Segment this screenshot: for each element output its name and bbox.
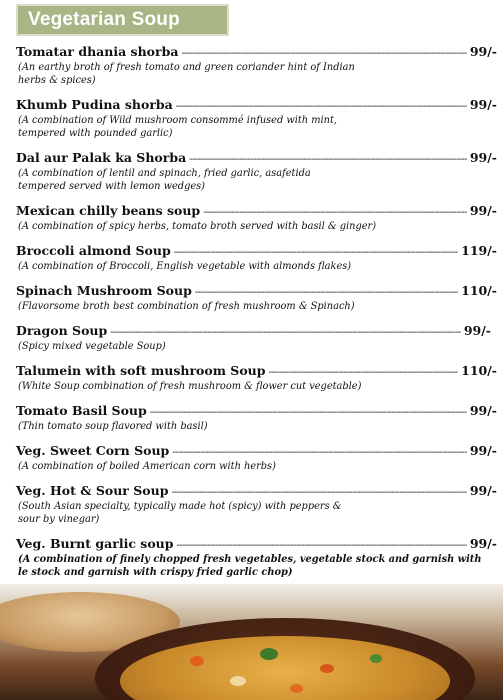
item-description: (Thin tomato soup flavored with basil) bbox=[18, 421, 208, 432]
menu-item bbox=[16, 203, 497, 233]
item-price: 119/- bbox=[461, 243, 497, 258]
item-description: (A combination of Wild mushroom consommé infused with mint, tempered with pounded garlic) bbox=[18, 115, 338, 139]
leader-dots bbox=[174, 247, 458, 258]
item-description: (White Soup combination of fresh mushroom & flower cut vegetable) bbox=[18, 381, 362, 392]
item-description: (A combination of Broccoli, English vegetable with almonds flakes) bbox=[18, 261, 352, 272]
leader-dots bbox=[203, 207, 467, 218]
menu-item bbox=[16, 323, 497, 353]
leader-dots bbox=[177, 540, 467, 551]
menu-item bbox=[16, 150, 497, 193]
item-description: (A combination of finely chopped fresh vegetables, vegetable stock and garnish with le stock and garnish with crispy fried garlic chop) bbox=[18, 554, 482, 578]
item-price: 99/- bbox=[469, 443, 497, 458]
item-name: Khumb Pudina shorba bbox=[16, 97, 173, 112]
section-title: Vegetarian Soup bbox=[28, 9, 180, 30]
leader-dots bbox=[176, 101, 467, 112]
item-name: Spinach Mushroom Soup bbox=[16, 283, 192, 298]
menu-item bbox=[16, 403, 497, 433]
item-name: Veg. Hot & Sour Soup bbox=[16, 483, 169, 498]
item-price: 110/- bbox=[461, 363, 497, 378]
item-description: (An earthy broth of fresh tomato and green coriander hint of Indian herbs & spices) bbox=[18, 62, 355, 86]
vegetable-piece bbox=[370, 654, 382, 663]
item-name: Tomato Basil Soup bbox=[16, 403, 147, 418]
leader-dots bbox=[150, 407, 467, 418]
leader-dots bbox=[110, 327, 461, 338]
vegetable-piece bbox=[260, 648, 278, 660]
item-name: Dal aur Palak ka Shorba bbox=[16, 150, 187, 165]
item-name: Mexican chilly beans soup bbox=[16, 203, 201, 218]
vegetable-piece bbox=[190, 656, 204, 666]
leader-dots bbox=[195, 287, 458, 298]
item-price: 99/- bbox=[469, 483, 497, 498]
item-name: Veg. Sweet Corn Soup bbox=[16, 443, 170, 458]
menu-item bbox=[16, 97, 497, 140]
vegetable-piece bbox=[230, 676, 246, 686]
menu-list bbox=[16, 44, 497, 589]
item-price: 99/- bbox=[469, 403, 497, 418]
menu-item bbox=[16, 243, 497, 273]
item-description: (Spicy mixed vegetable Soup) bbox=[18, 341, 166, 352]
menu-item bbox=[16, 363, 497, 393]
vegetable-piece bbox=[320, 664, 334, 673]
item-name: Tomatar dhania shorba bbox=[16, 44, 179, 59]
vegetable-piece bbox=[290, 684, 303, 693]
leader-dots bbox=[189, 154, 467, 165]
item-description: (A combination of spicy herbs, tomato broth served with basil & ginger) bbox=[18, 221, 377, 232]
leader-dots bbox=[181, 48, 466, 59]
item-price: 99/- bbox=[469, 536, 497, 551]
leader-dots bbox=[171, 487, 466, 498]
item-price: 110/- bbox=[461, 283, 497, 298]
menu-item bbox=[16, 443, 497, 473]
menu-item bbox=[16, 536, 497, 579]
item-description: (Flavorsome broth best combination of fresh mushroom & Spinach) bbox=[18, 301, 355, 312]
item-price: 99/- bbox=[469, 203, 497, 218]
section-header bbox=[16, 4, 229, 36]
item-description: (A combination of lentil and spinach, fried garlic, asafetida tempered served with lemon wedges) bbox=[18, 168, 311, 192]
item-name: Talumein with soft mushroom Soup bbox=[16, 363, 266, 378]
menu-item bbox=[16, 283, 497, 313]
item-price: 99/- bbox=[469, 150, 497, 165]
item-price: 99/- bbox=[463, 323, 491, 338]
menu-item bbox=[16, 44, 497, 87]
item-name: Dragon Soup bbox=[16, 323, 108, 338]
item-name: Broccoli almond Soup bbox=[16, 243, 171, 258]
menu-item bbox=[16, 483, 497, 526]
item-price: 99/- bbox=[469, 97, 497, 112]
leader-dots bbox=[172, 447, 467, 458]
leader-dots bbox=[268, 367, 458, 378]
item-description: (South Asian specialty, typically made hot (spicy) with peppers & sour by vinegar) bbox=[18, 501, 342, 525]
item-name: Veg. Burnt garlic soup bbox=[16, 536, 174, 551]
soup-bowl-photo bbox=[0, 584, 503, 700]
item-description: (A combination of boiled American corn with herbs) bbox=[18, 461, 276, 472]
item-price: 99/- bbox=[469, 44, 497, 59]
